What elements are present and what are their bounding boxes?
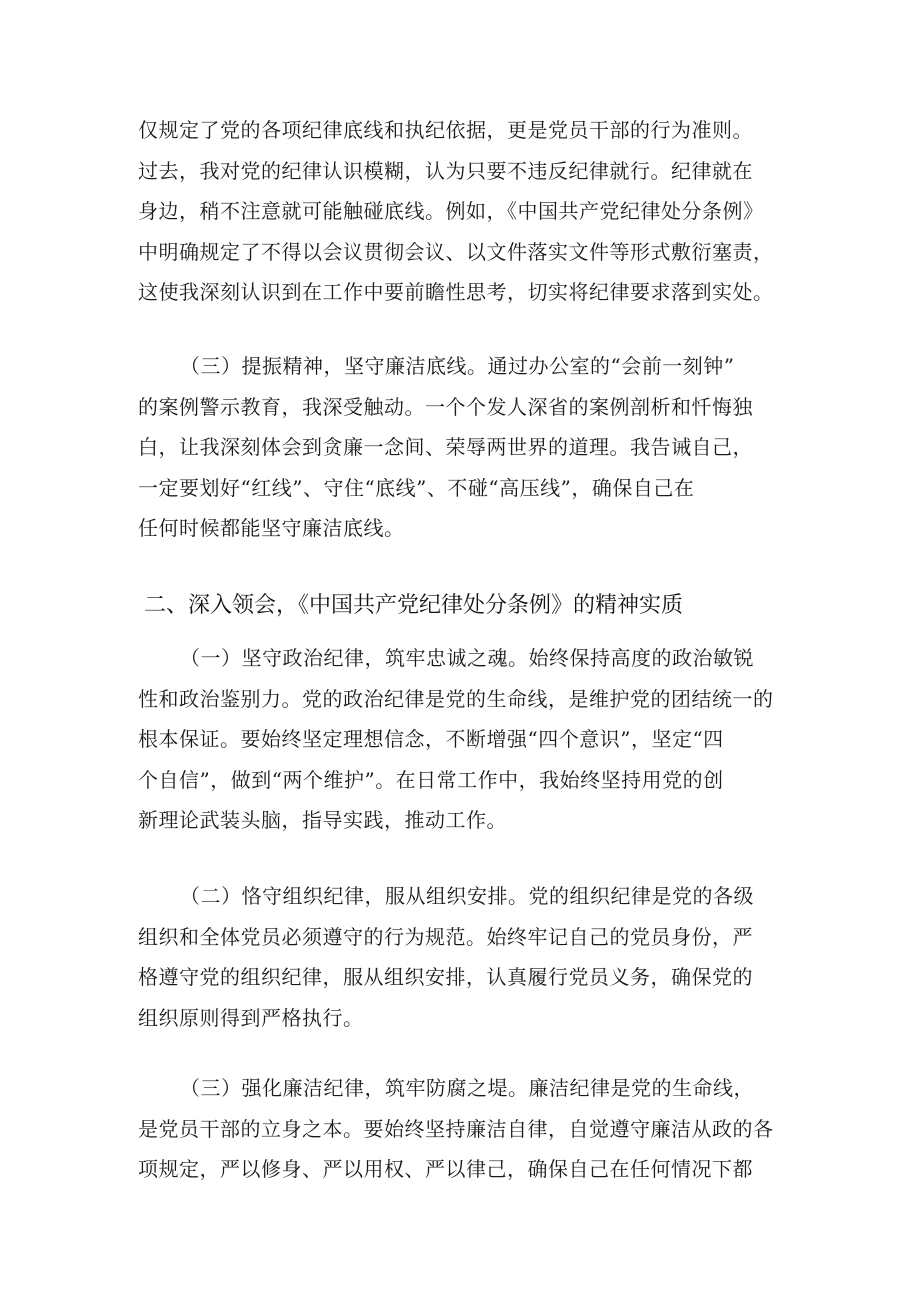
- text-line: （三）提振精神，坚守廉洁底线。通过办公室的“会前一刻钟”: [180, 354, 735, 378]
- text-line: 中明确规定了不得以会议贯彻会议、以文件落实文件等形式敷衍塞责，: [138, 239, 774, 264]
- text-line: 的案例警示教育，我深受触动。一个个发人深省的案例剖析和忏悔独: [138, 394, 753, 419]
- text-line: 是党员干部的立身之本。要始终坚持廉洁自律，自觉遵守廉洁从政的各: [138, 1116, 774, 1141]
- paragraph-organizational-discipline: [138, 876, 798, 1038]
- text-line: 格遵守党的组织纪律，服从组织安排，认真履行党员义务，确保党的: [138, 965, 753, 989]
- text-line: 根本保证。要始终坚定理想信念，不断增强“四个意识”，坚定“四: [138, 727, 724, 751]
- text-line: 这使我深刻认识到在工作中要前瞻性思考，切实将纪律要求落到实处。: [138, 280, 774, 304]
- section-heading: 二、深入领会，《中国共产党纪律处分条例》的精神实质: [144, 593, 684, 618]
- paragraph-integrity-discipline: [138, 1068, 798, 1190]
- text-line: 组织原则得到严格执行。: [138, 1005, 364, 1030]
- text-line: 性和政治鉴别力。党的政治纪律是党的生命线，是维护党的团结统一的: [138, 686, 774, 711]
- text-line: （三）强化廉洁纪律，筑牢防腐之堤。廉洁纪律是党的生命线，: [180, 1076, 754, 1100]
- text-line: （二）恪守组织纪律，服从组织安排。党的组织纪律是党的各级: [180, 884, 754, 908]
- text-line: 仅规定了党的各项纪律底线和执纪依据，更是党员干部的行为准则。: [138, 118, 753, 142]
- text-line: （一）坚守政治纪律，筑牢忠诚之魂。始终保持高度的政治敏锐: [180, 646, 754, 670]
- paragraph-discipline-understanding: [138, 110, 798, 313]
- text-line: 任何时候都能坚守廉洁底线。: [138, 516, 405, 540]
- paragraph-political-discipline: [138, 638, 798, 841]
- text-line: 新理论武装头脑，指导实践，推动工作。: [138, 808, 507, 832]
- text-line: 项规定，严以修身、严以用权、严以律己，确保自己在任何情况下都: [138, 1157, 753, 1181]
- text-line: 一定要划好“红线”、守住“底线”、不碰“高压线”，确保自己在: [138, 475, 695, 500]
- text-line: 个自信”，做到“两个维护”。在日常工作中，我始终坚持用党的创: [138, 767, 724, 792]
- text-line: 过去，我对党的纪律认识模糊，认为只要不违反纪律就行。纪律就在: [138, 158, 753, 183]
- paragraph-integrity-bottom-line: [138, 346, 798, 549]
- text-line: 身边，稍不注意就可能触碰底线。例如，《中国共产党纪律处分条例》: [138, 199, 764, 223]
- text-line: 组织和全体党员必须遵守的行为规范。始终牢记自己的党员身份，严: [138, 924, 753, 949]
- text-line: 白，让我深刻体会到贪廉一念间、荣辱两世界的道理。我告诫自己，: [138, 435, 753, 459]
